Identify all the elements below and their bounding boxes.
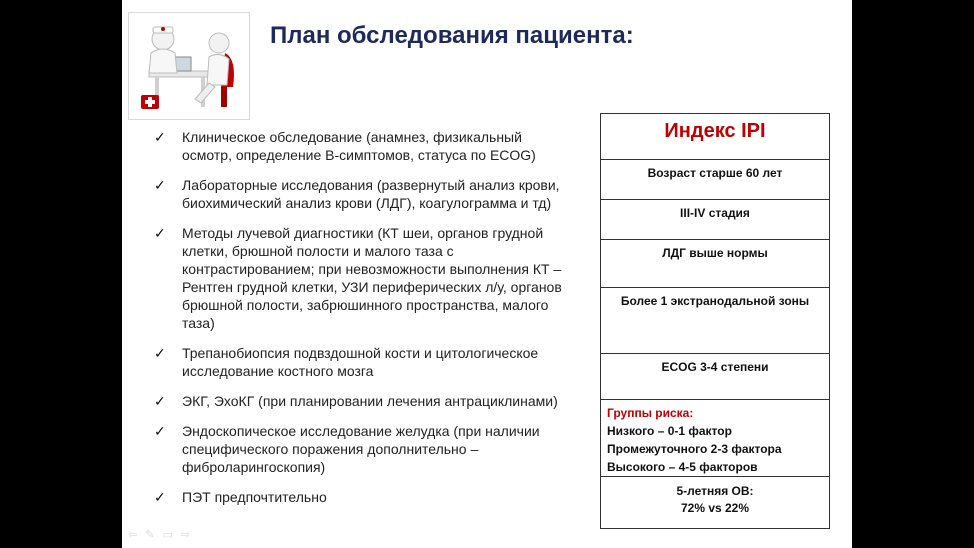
- list-item-text: ЭКГ, ЭхоКГ (при планировании лечения антрациклинами): [182, 393, 558, 409]
- list-item: [154, 422, 574, 476]
- list-item-text: Трепанобиопсия подвздошной кости и цитологическое исследование костного мозга: [182, 345, 539, 379]
- list-item: [154, 176, 574, 212]
- examination-list: [154, 128, 574, 518]
- check-icon: ✓: [154, 393, 166, 409]
- slide-title: План обследования пациента:: [270, 22, 634, 49]
- ipi-risk-groups: [601, 400, 830, 477]
- check-icon: ✓: [154, 177, 166, 193]
- check-icon: ✓: [154, 423, 166, 439]
- os-label: 5-летняя ОВ:: [676, 484, 754, 498]
- arrow-left-icon[interactable]: ⇦: [128, 529, 138, 541]
- ipi-overall-survival: [601, 477, 830, 529]
- ipi-factor-age: Возраст старше 60 лет: [601, 160, 830, 200]
- list-item-text: Методы лучевой диагностики (КТ шеи, органов грудной клетки, брюшной полости и малого таза с контрастированием; при невозможности выполнения КТ – Рентген грудной клетки, УЗИ периферических л/у, органов брюшной полости, забрюшинного пространства, малого таза): [182, 225, 562, 331]
- list-item: [154, 128, 574, 164]
- list-item-text: Эндоскопическое исследование желудка (при наличии специфического поражения дополнительно – фиброларингоскопия): [182, 423, 540, 475]
- slide-nav-toolbar: [128, 528, 190, 542]
- check-icon: ✓: [154, 225, 166, 241]
- ipi-index-table: [600, 113, 830, 529]
- list-item: [154, 392, 574, 410]
- ipi-factor-stage: III-IV стадия: [601, 200, 830, 240]
- list-item: [154, 224, 574, 332]
- risk-group-high: Высокого – 4-5 факторов: [607, 460, 758, 474]
- check-icon: ✓: [154, 489, 166, 505]
- doctor-patient-illustration: [128, 12, 250, 120]
- doctor-patient-icon: [129, 13, 249, 119]
- slide: [122, 0, 852, 548]
- ipi-table-header: Индекс IPI: [601, 114, 830, 160]
- ipi-factor-ecog: ECOG 3-4 степени: [601, 354, 830, 400]
- pen-icon[interactable]: ✎: [145, 529, 155, 541]
- os-values: 72% vs 22%: [680, 501, 750, 515]
- list-item: [154, 344, 574, 380]
- list-item-text: Клиническое обследование (анамнез, физикальный осмотр, определение В-симптомов, статуса по ECOG): [182, 129, 536, 163]
- risk-groups-title: Группы риска:: [607, 406, 694, 420]
- list-item: [154, 488, 574, 506]
- ipi-factor-extranodal: Более 1 экстранодальной зоны: [601, 288, 830, 354]
- screen-icon[interactable]: ▭: [162, 529, 173, 541]
- list-item-text: Лабораторные исследования (развернутый анализ крови, биохимический анализ крови (ЛДГ), коагулограмма и тд): [182, 177, 560, 211]
- risk-group-intermediate: Промежуточного 2-3 фактора: [607, 442, 782, 456]
- list-item-text: ПЭТ предпочтительно: [182, 489, 327, 505]
- arrow-right-icon[interactable]: ⇨: [180, 529, 191, 541]
- check-icon: ✓: [154, 345, 166, 361]
- check-icon: ✓: [154, 129, 166, 145]
- risk-group-low: Низкого – 0-1 фактор: [607, 424, 732, 438]
- ipi-factor-ldh: ЛДГ выше нормы: [601, 240, 830, 288]
